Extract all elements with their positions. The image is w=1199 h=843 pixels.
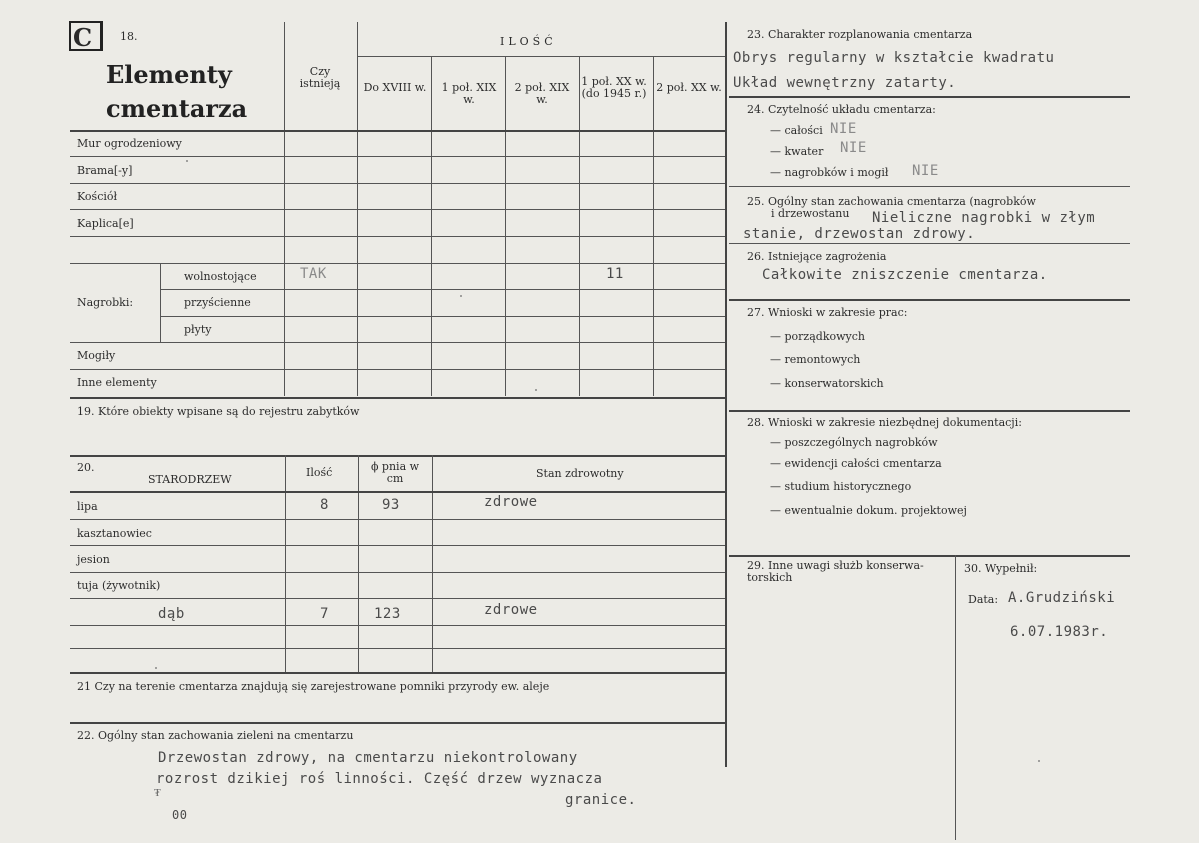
title-line1: Elementy [106,60,232,89]
row-label-inne: Inne elementy [77,376,157,389]
q20-col-stan: Stan zdrowotny [536,467,624,480]
q25-answer-line2: stanie, drzewostan zdrowy. [743,226,976,242]
row-label-brama: Brama[-y] [77,164,133,177]
q29-label: 29. Inne uwagi służb konserwa-torskich [747,559,924,584]
tree-name: jesion [77,553,110,566]
tree-name: lipa [77,500,98,513]
q30-date: 6.07.1983r. [1010,624,1109,640]
nagrobki-exists-value: TAK [300,266,327,282]
section-letter: C [73,23,93,52]
title-line2: cmentarza [106,94,248,123]
row-label-przyscienne: przyścienne [184,296,251,309]
tree-name: kasztanowiec [77,527,152,540]
q26-answer: Całkowite zniszczenie cmentarza. [762,267,1048,283]
handwritten-mark: ₮ [154,786,161,799]
q21-label: 21 Czy na terenie cmentarza znajdują się zarejestrowane pomniki przyrody ew. aleje [77,680,550,693]
q22-answer-line2: rozrost dzikiej roś linności. Część drzew wyznacza [156,771,603,787]
q28-item: — ewentualnie dokum. projektowej [770,504,967,517]
q30-name: A.Grudziński [1008,590,1116,606]
tree-name: tuja (żywotnik) [77,579,161,592]
q24-value-nagrobkow: NIE [912,163,939,179]
row-label-plyty: płyty [184,323,212,336]
row-label-mur: Mur ogrodzeniowy [77,137,182,150]
tree-name: dąb [158,606,185,622]
row-label-kosciol: Kościół [77,190,118,203]
q25-answer-line1: Nieliczne nagrobki w złym [872,210,1096,226]
q30-label: 30. Wypełnił: [964,562,1038,575]
q24-value-calosci: NIE [830,121,857,137]
q25-label-line2: i drzewostanu [771,207,850,220]
q24-item-calosci: — całości [770,124,823,137]
row-label-wolnostojace: wolnostojące [184,270,257,283]
q22-mark: 00 [172,808,188,822]
tree-state: zdrowe [484,602,538,618]
q27-item: — konserwatorskich [770,377,884,390]
q23-label: 23. Charakter rozplanowania cmentarza [747,28,973,41]
ilosc-header: ILOŚĆ [500,35,557,48]
q19-label: 19. Które obiekty wpisane są do rejestru zabytków [77,405,360,418]
section-letter-box [69,21,103,51]
q24-item-kwater: — kwater [770,145,824,158]
q23-answer-line1: Obrys regularny w kształcie kwadratu [733,50,1055,66]
q27-item: — porządkowych [770,330,865,343]
q23-answer-line2: Układ wewnętrzny zatarty. [733,75,957,91]
q28-item: — poszczególnych nagrobków [770,436,938,449]
period-2: 2 poł. XIX w. [514,81,570,106]
period-3: 1 poł. XX w. (do 1945 r.) [581,75,647,100]
q24-value-kwater: NIE [840,140,867,156]
q24-label: 24. Czytelność układu cmentarza: [747,103,936,116]
tree-diameter: 93 [382,497,400,513]
nagrobki-count-value: 11 [606,266,624,282]
tree-count: 8 [320,497,329,513]
q28-item: — studium historycznego [770,480,912,493]
period-1: 1 poł. XIX w. [441,81,497,106]
q22-label: 22. Ogólny stan zachowania zieleni na cmentarzu [77,729,354,742]
q27-label: 27. Wnioski w zakresie prac: [747,306,908,319]
q26-label: 26. Istniejące zagrożenia [747,250,887,263]
period-0: Do XVIII w. [363,81,427,94]
tree-count: 7 [320,606,329,622]
q28-item: — ewidencji całości cmentarza [770,457,942,470]
q24-item-nagrobkow: — nagrobków i mogił [770,166,889,179]
q30-date-label: Data: [968,593,999,606]
period-4: 2 poł. XX w. [656,81,722,94]
tree-diameter: 123 [374,606,401,622]
tree-state: zdrowe [484,494,538,510]
row-label-mogily: Mogiły [77,349,116,362]
q27-item: — remontowych [770,353,861,366]
q20-col-ilosc: Ilość [306,466,333,479]
row-label-nagrobki: Nagrobki: [77,296,134,309]
row-label-kaplica: Kaplica[e] [77,217,134,230]
q20-col-pnia: ϕ pnia w cm [370,460,420,485]
section-number: 18. [120,30,138,43]
col-exists-header: Czy istnieją [299,65,341,90]
q20-number: 20. [77,461,95,474]
q28-label: 28. Wnioski w zakresie niezbędnej dokumentacji: [747,416,1022,429]
q22-answer-line3: granice. [565,792,637,808]
q25-label-line1: 25. Ogólny stan zachowania cmentarza (nagrobków [747,195,1036,208]
q22-answer-line1: Drzewostan zdrowy, na cmentarzu niekontrolowany [158,750,578,766]
q20-title: STARODRZEW [148,473,232,486]
